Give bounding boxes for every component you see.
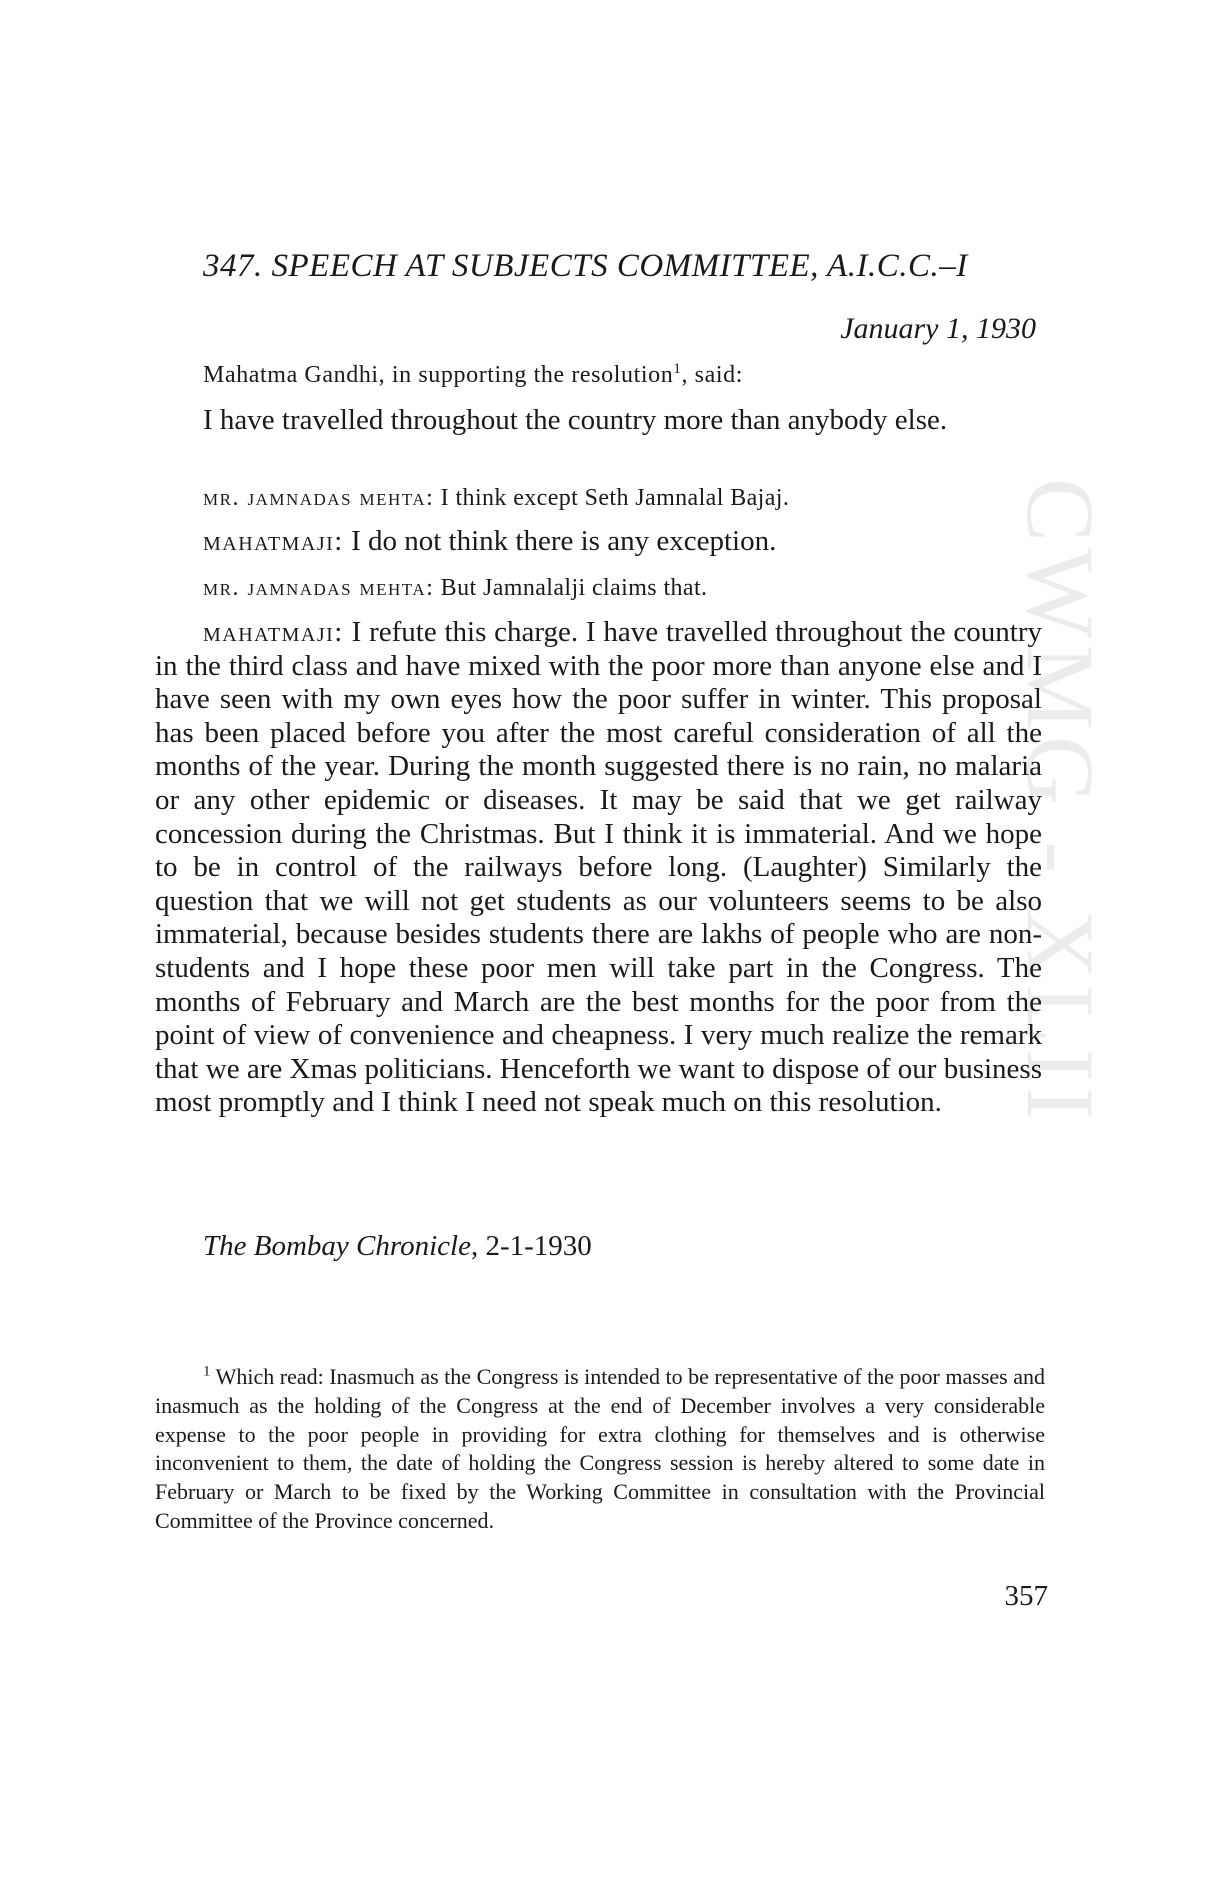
speaker-name: mahatmaji: xyxy=(203,616,344,648)
speaker-name: mahatmaji: xyxy=(203,525,344,557)
intro-line xyxy=(203,362,743,389)
page-title: 347. SPEECH AT SUBJECTS COMMITTEE, A.I.C.C.–I xyxy=(203,248,968,284)
exchange-line-1 xyxy=(203,485,789,512)
speech-date: January 1, 1930 xyxy=(840,312,1036,345)
opening-paragraph: I have travelled throughout the country more than anybody else. xyxy=(203,404,948,436)
source-date: , 2-1-1930 xyxy=(470,1230,592,1262)
watermark: CWMG - XLII xyxy=(1007,478,1114,1126)
exchange-line-3 xyxy=(203,575,707,602)
footnote-marker: 1 xyxy=(203,1363,211,1380)
source-title: The Bombay Chronicle xyxy=(203,1230,471,1262)
page-number: 357 xyxy=(1004,1580,1048,1612)
intro-text: Mahatma Gandhi, in supporting the resolution xyxy=(203,362,674,388)
footnote xyxy=(155,1363,1045,1536)
footnote-reference: 1 xyxy=(673,361,682,377)
intro-tail: , said: xyxy=(681,362,743,388)
source-citation xyxy=(203,1230,592,1263)
exchange-text: I do not think there is any exception. xyxy=(343,525,777,557)
footnote-text: Which read: Inasmuch as the Congress is intended to be representative of the poor masses and inasmuch as the holding of the Congress at the end of December involves a very considerable expense to the poor people in providing for extra clothing for themselves and is otherwise inconvenient to them, the date of holding the Congress session is hereby altered to some date in February or March to be fixed by the Working Committee in consultation with the Provincial Committee of the Province concerned. xyxy=(155,1364,1045,1533)
main-speech-paragraph xyxy=(155,616,1042,1120)
exchange-text: But Jamnalalji claims that. xyxy=(434,575,708,601)
speaker-name: mr. jamnadas mehta: xyxy=(203,485,435,511)
exchange-line-2 xyxy=(203,525,776,558)
exchange-text: I think except Seth Jamnalal Bajaj. xyxy=(434,485,790,511)
speech-text: I refute this charge. I have travelled throughout the country in the third class and have mixed with the poor more than anyone else and I have seen with my own eyes how the poor suffer in winter. This proposal has been placed before you after the most careful consideration of all the months of the year. During the month suggested there is no rain, no malaria or any other epidemic or diseases. It may be said that we get railway concession during the Christmas. But I think it is immaterial. And we hope to be in control of the railways before long. (Laughter) Similarly the question that we will not get students as our volunteers seems to be also immaterial, because besides students there are lakhs of people who are non-students and I hope these poor men will take part in the Congress. The months of February and March are the best months for the poor from the point of view of convenience and cheapness. I very much realize the remark that we are Xmas politicians. Henceforth we want to dispose of our business most promptly and I think I need not speak much on this resolution. xyxy=(155,616,1042,1119)
speaker-name: mr. jamnadas mehta: xyxy=(203,575,435,601)
